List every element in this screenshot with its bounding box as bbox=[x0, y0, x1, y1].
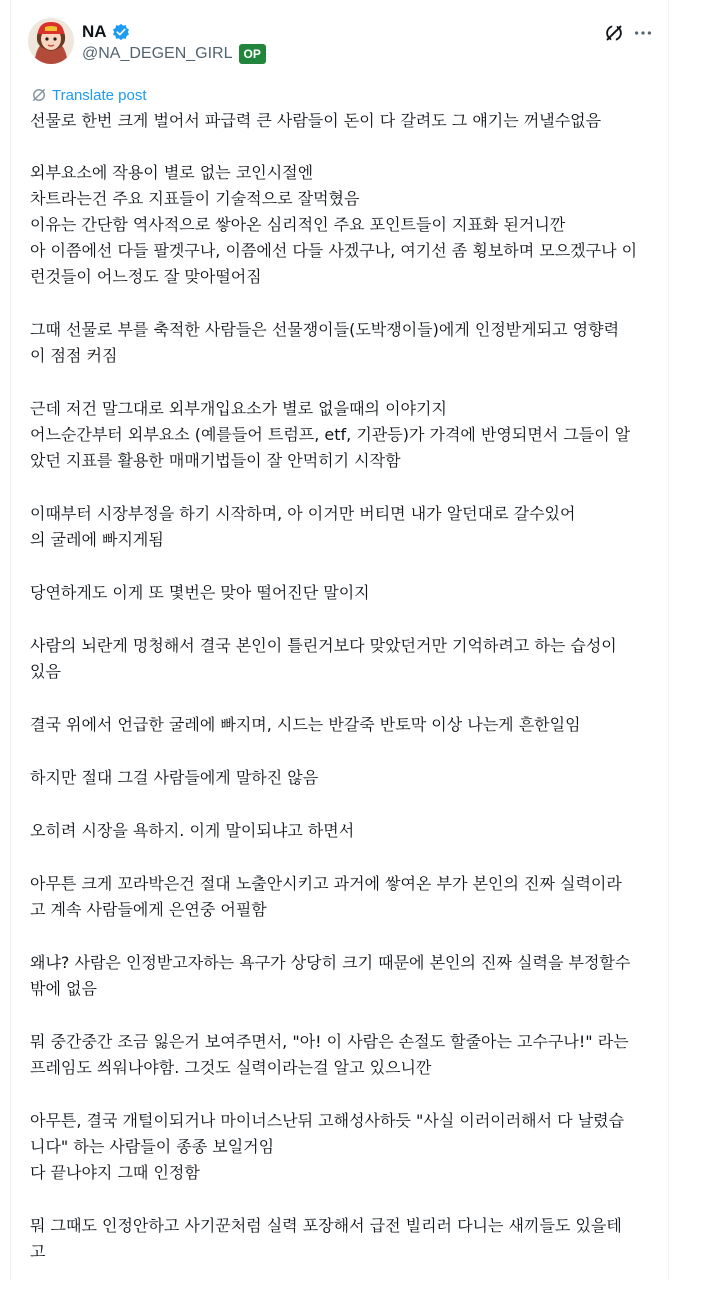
translate-post-label[interactable]: Translate post bbox=[52, 86, 147, 104]
post-paragraph: 당연하게도 이게 또 몇번은 맞아 떨어진단 말이지 bbox=[30, 583, 370, 602]
author-handle[interactable]: @NA_DEGEN_GIRL bbox=[82, 45, 233, 62]
avatar-image bbox=[28, 18, 74, 64]
post-paragraph: 아무튼, 결국 개털이되거나 마이너스난뒤 고해성사하듯 "사실 이러이러해서 다 날렸습 니다" 하는 사람들이 종종 보일거임 다 끝나야지 그때 인정함 bbox=[30, 1111, 625, 1182]
post-paragraph: 뭐 중간중간 조금 잃은거 보여주면서, "아! 이 사람은 손절도 할줄아는 고수구나!" 라는 프레임도 씌워나야함. 그것도 실력이라는걸 알고 있으니깐 bbox=[30, 1032, 629, 1077]
post-paragraph: 근데 저건 말그대로 외부개입요소가 별로 없을때의 이야기지 어느순간부터 외부요소 (예를들어 트럼프, etf, 기관등)가 가격에 반영되면서 그들이 알 았던 지표를 활용한 매매기법들이 잘 안먹히기 시작함 bbox=[30, 399, 631, 470]
post-paragraph: 사람의 뇌란게 멍청해서 결국 본인이 틀린거보다 맞았던거만 기억하려고 하는 습성이 있음 bbox=[30, 636, 617, 681]
post-paragraph: 오히려 시장을 욕하지. 이게 말이되냐고 하면서 bbox=[30, 821, 355, 840]
translate-icon bbox=[30, 86, 48, 104]
timeline-left-border bbox=[10, 0, 11, 1280]
post-paragraph: 그때 선물로 부를 축적한 사람들은 선물쟁이들(도박쟁이들)에게 인정받게되고 영향력 이 점점 커짐 bbox=[30, 320, 620, 365]
more-options-icon[interactable] bbox=[632, 22, 654, 44]
op-badge: OP bbox=[239, 44, 266, 64]
timeline-right-border bbox=[668, 0, 669, 1280]
post-header bbox=[28, 18, 658, 68]
post-paragraph: 결국 위에서 언급한 굴레에 빠지며, 시드는 반갈죽 반토막 이상 나는게 흔한일임 bbox=[30, 715, 581, 734]
post-paragraph: 하지만 절대 그걸 사람들에게 말하진 않음 bbox=[30, 768, 319, 787]
post-paragraph: 외부요소에 작용이 별로 없는 코인시절엔 차트라는건 주요 지표들이 기술적으로 잘먹혔음 이유는 간단함 역사적으로 쌓아온 심리적인 주요 포인트들이 지표화 된거니깐 아 이쯤에선 다들 팔겟구나, 이쯤에선 다들 사겠구나, 여기선 좀 횡보하며 모으겠구나 이 런것들이 어느정도 잘 맞아떨어짐 bbox=[30, 163, 638, 286]
avatar[interactable] bbox=[28, 18, 74, 64]
translate-post-link[interactable] bbox=[30, 86, 147, 104]
post-paragraph: 이때부터 시장부정을 하기 시작하며, 아 이거만 버티면 내가 알던대로 갈수있어 의 굴레에 빠지게됨 bbox=[30, 504, 576, 549]
grok-icon[interactable] bbox=[603, 22, 625, 44]
author-handle-row bbox=[82, 44, 266, 64]
post-paragraph: 선물로 한번 크게 벌어서 파급력 큰 사람들이 돈이 다 갈려도 그 얘기는 꺼낼수없음 bbox=[30, 111, 602, 130]
author-name[interactable]: NA bbox=[82, 22, 107, 41]
verified-badge-icon bbox=[112, 23, 130, 41]
author-name-row bbox=[82, 22, 130, 42]
post-paragraph: 아무튼 크게 꼬라박은건 절대 노출안시키고 과거에 쌓여온 부가 본인의 진짜 실력이라 고 계속 사람들에게 은연중 어필함 bbox=[30, 874, 622, 919]
post-paragraph: 뭐 그때도 인정안하고 사기꾼처럼 실력 포장해서 급전 빌리러 다니는 새끼들도 있을테 고 bbox=[30, 1216, 622, 1261]
post-body bbox=[30, 108, 660, 1292]
post-paragraph: 왜냐? 사람은 인정받고자하는 욕구가 상당히 크기 때문에 본인의 진짜 실력을 부정할수 밖에 없음 bbox=[30, 953, 631, 998]
